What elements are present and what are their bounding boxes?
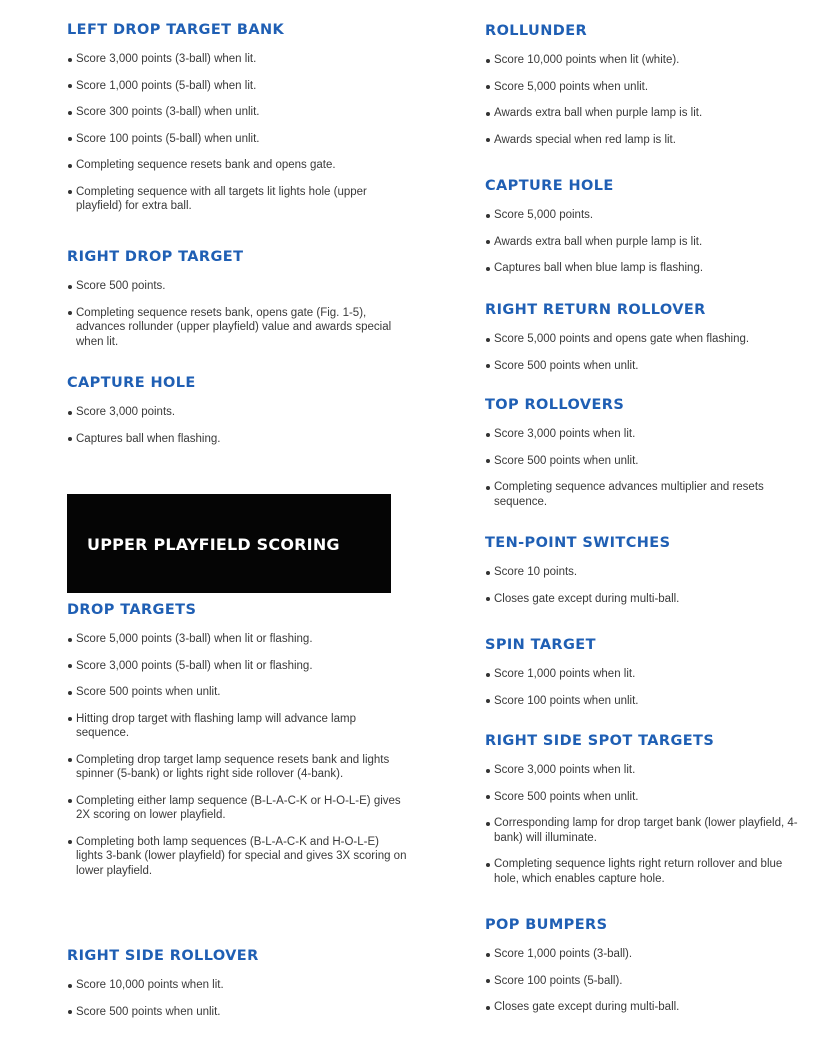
bullet-item: Completing sequence lights right return rollover and blue hole, which enables capture hole. [485,857,805,886]
bullet-item: Score 500 points when unlit. [485,454,805,469]
section-capture-hole-left [67,374,407,446]
bullet-item: Score 10 points. [485,565,805,580]
section-heading: POP BUMPERS [485,917,608,933]
section-drop-targets [67,601,407,878]
bullet-item: Completing drop target lamp sequence resets bank and lights spinner (5-bank) or lights right side rollover (4-bank). [67,753,407,782]
bullet-item: Score 100 points (5-ball) when unlit. [67,132,407,147]
bullet-item: Closes gate except during multi-ball. [485,592,805,607]
bullet-item: Score 1,000 points (3-ball). [485,947,805,962]
bullet-list [67,279,407,349]
bullet-list [67,52,407,214]
section-heading: LEFT DROP TARGET BANK [67,22,285,38]
bullet-item: Score 10,000 points when lit. [67,978,407,993]
bullet-item: Score 5,000 points and opens gate when flashing. [485,332,805,347]
bullet-item: Completing either lamp sequence (B-L-A-C-K or H-O-L-E) gives 2X scoring on lower playfield. [67,794,407,823]
bullet-item: Closes gate except during multi-ball. [485,1000,805,1015]
bullet-item: Completing sequence resets bank and opens gate. [67,158,407,173]
section-spin-target [485,636,805,708]
bullet-item: Score 10,000 points when lit (white). [485,53,805,68]
bullet-list [485,332,805,373]
bullet-list [485,427,805,509]
bullet-item: Score 1,000 points when lit. [485,667,805,682]
bullet-list [485,947,805,1015]
section-heading: ROLLUNDER [485,23,588,39]
section-top-rollovers [485,396,805,509]
bullet-item: Captures ball when blue lamp is flashing. [485,261,805,276]
bullet-item: Score 500 points when unlit. [485,790,805,805]
bullet-list [67,978,407,1019]
upper-playfield-scoring-banner [67,494,391,593]
bullet-item: Score 5,000 points. [485,208,805,223]
bullet-list [485,667,805,708]
bullet-item: Completing both lamp sequences (B-L-A-C-K and H-O-L-E) lights 3-bank (lower playfield) for special and gives 3X scoring on lower playfield. [67,835,407,879]
bullet-item: Score 5,000 points when unlit. [485,80,805,95]
section-heading: TOP ROLLOVERS [485,397,625,413]
section-right-side-spot-targets [485,732,805,886]
bullet-list [67,405,407,446]
section-ten-point-switches [485,534,805,606]
bullet-list [67,632,407,878]
section-heading: RIGHT SIDE ROLLOVER [67,948,259,964]
bullet-item: Score 500 points when unlit. [485,359,805,374]
bullet-item: Score 500 points. [67,279,407,294]
bullet-item: Score 500 points when unlit. [67,685,407,700]
bullet-item: Score 3,000 points (5-ball) when lit or flashing. [67,659,407,674]
bullet-item: Score 500 points when unlit. [67,1005,407,1020]
bullet-item: Score 5,000 points (3-ball) when lit or flashing. [67,632,407,647]
section-heading: DROP TARGETS [67,602,197,618]
section-left-drop-target-bank [67,21,407,214]
bullet-item: Awards special when red lamp is lit. [485,133,805,148]
bullet-list [485,53,805,147]
bullet-item: Captures ball when flashing. [67,432,407,447]
section-heading: SPIN TARGET [485,637,596,653]
bullet-list [485,208,805,276]
section-heading: CAPTURE HOLE [67,375,196,391]
banner-title: UPPER PLAYFIELD SCORING [87,535,340,554]
section-capture-hole-right [485,177,805,276]
bullet-item: Score 100 points when unlit. [485,694,805,709]
bullet-item: Awards extra ball when purple lamp is lit. [485,235,805,250]
bullet-item: Completing sequence resets bank, opens gate (Fig. 1-5), advances rollunder (upper playfield) value and awards special when lit. [67,306,407,350]
bullet-item: Score 100 points (5-ball). [485,974,805,989]
bullet-item: Completing sequence with all targets lit lights hole (upper playfield) for extra ball. [67,185,407,214]
section-rollunder [485,22,805,147]
section-heading: RIGHT RETURN ROLLOVER [485,302,706,318]
bullet-list [485,763,805,886]
bullet-item: Awards extra ball when purple lamp is lit. [485,106,805,121]
bullet-item: Score 3,000 points when lit. [485,427,805,442]
section-right-return-rollover [485,301,805,373]
section-right-drop-target [67,248,407,349]
bullet-item: Hitting drop target with flashing lamp will advance lamp sequence. [67,712,407,741]
bullet-item: Completing sequence advances multiplier and resets sequence. [485,480,805,509]
section-pop-bumpers [485,916,805,1015]
section-heading: CAPTURE HOLE [485,178,614,194]
section-heading: RIGHT DROP TARGET [67,249,244,265]
section-heading: TEN-POINT SWITCHES [485,535,671,551]
section-heading: RIGHT SIDE SPOT TARGETS [485,733,715,749]
bullet-list [485,565,805,606]
bullet-item: Score 300 points (3-ball) when unlit. [67,105,407,120]
bullet-item: Score 3,000 points when lit. [485,763,805,778]
bullet-item: Corresponding lamp for drop target bank (lower playfield, 4-bank) will illuminate. [485,816,805,845]
section-right-side-rollover [67,947,407,1019]
bullet-item: Score 3,000 points. [67,405,407,420]
bullet-item: Score 1,000 points (5-ball) when lit. [67,79,407,94]
bullet-item: Score 3,000 points (3-ball) when lit. [67,52,407,67]
